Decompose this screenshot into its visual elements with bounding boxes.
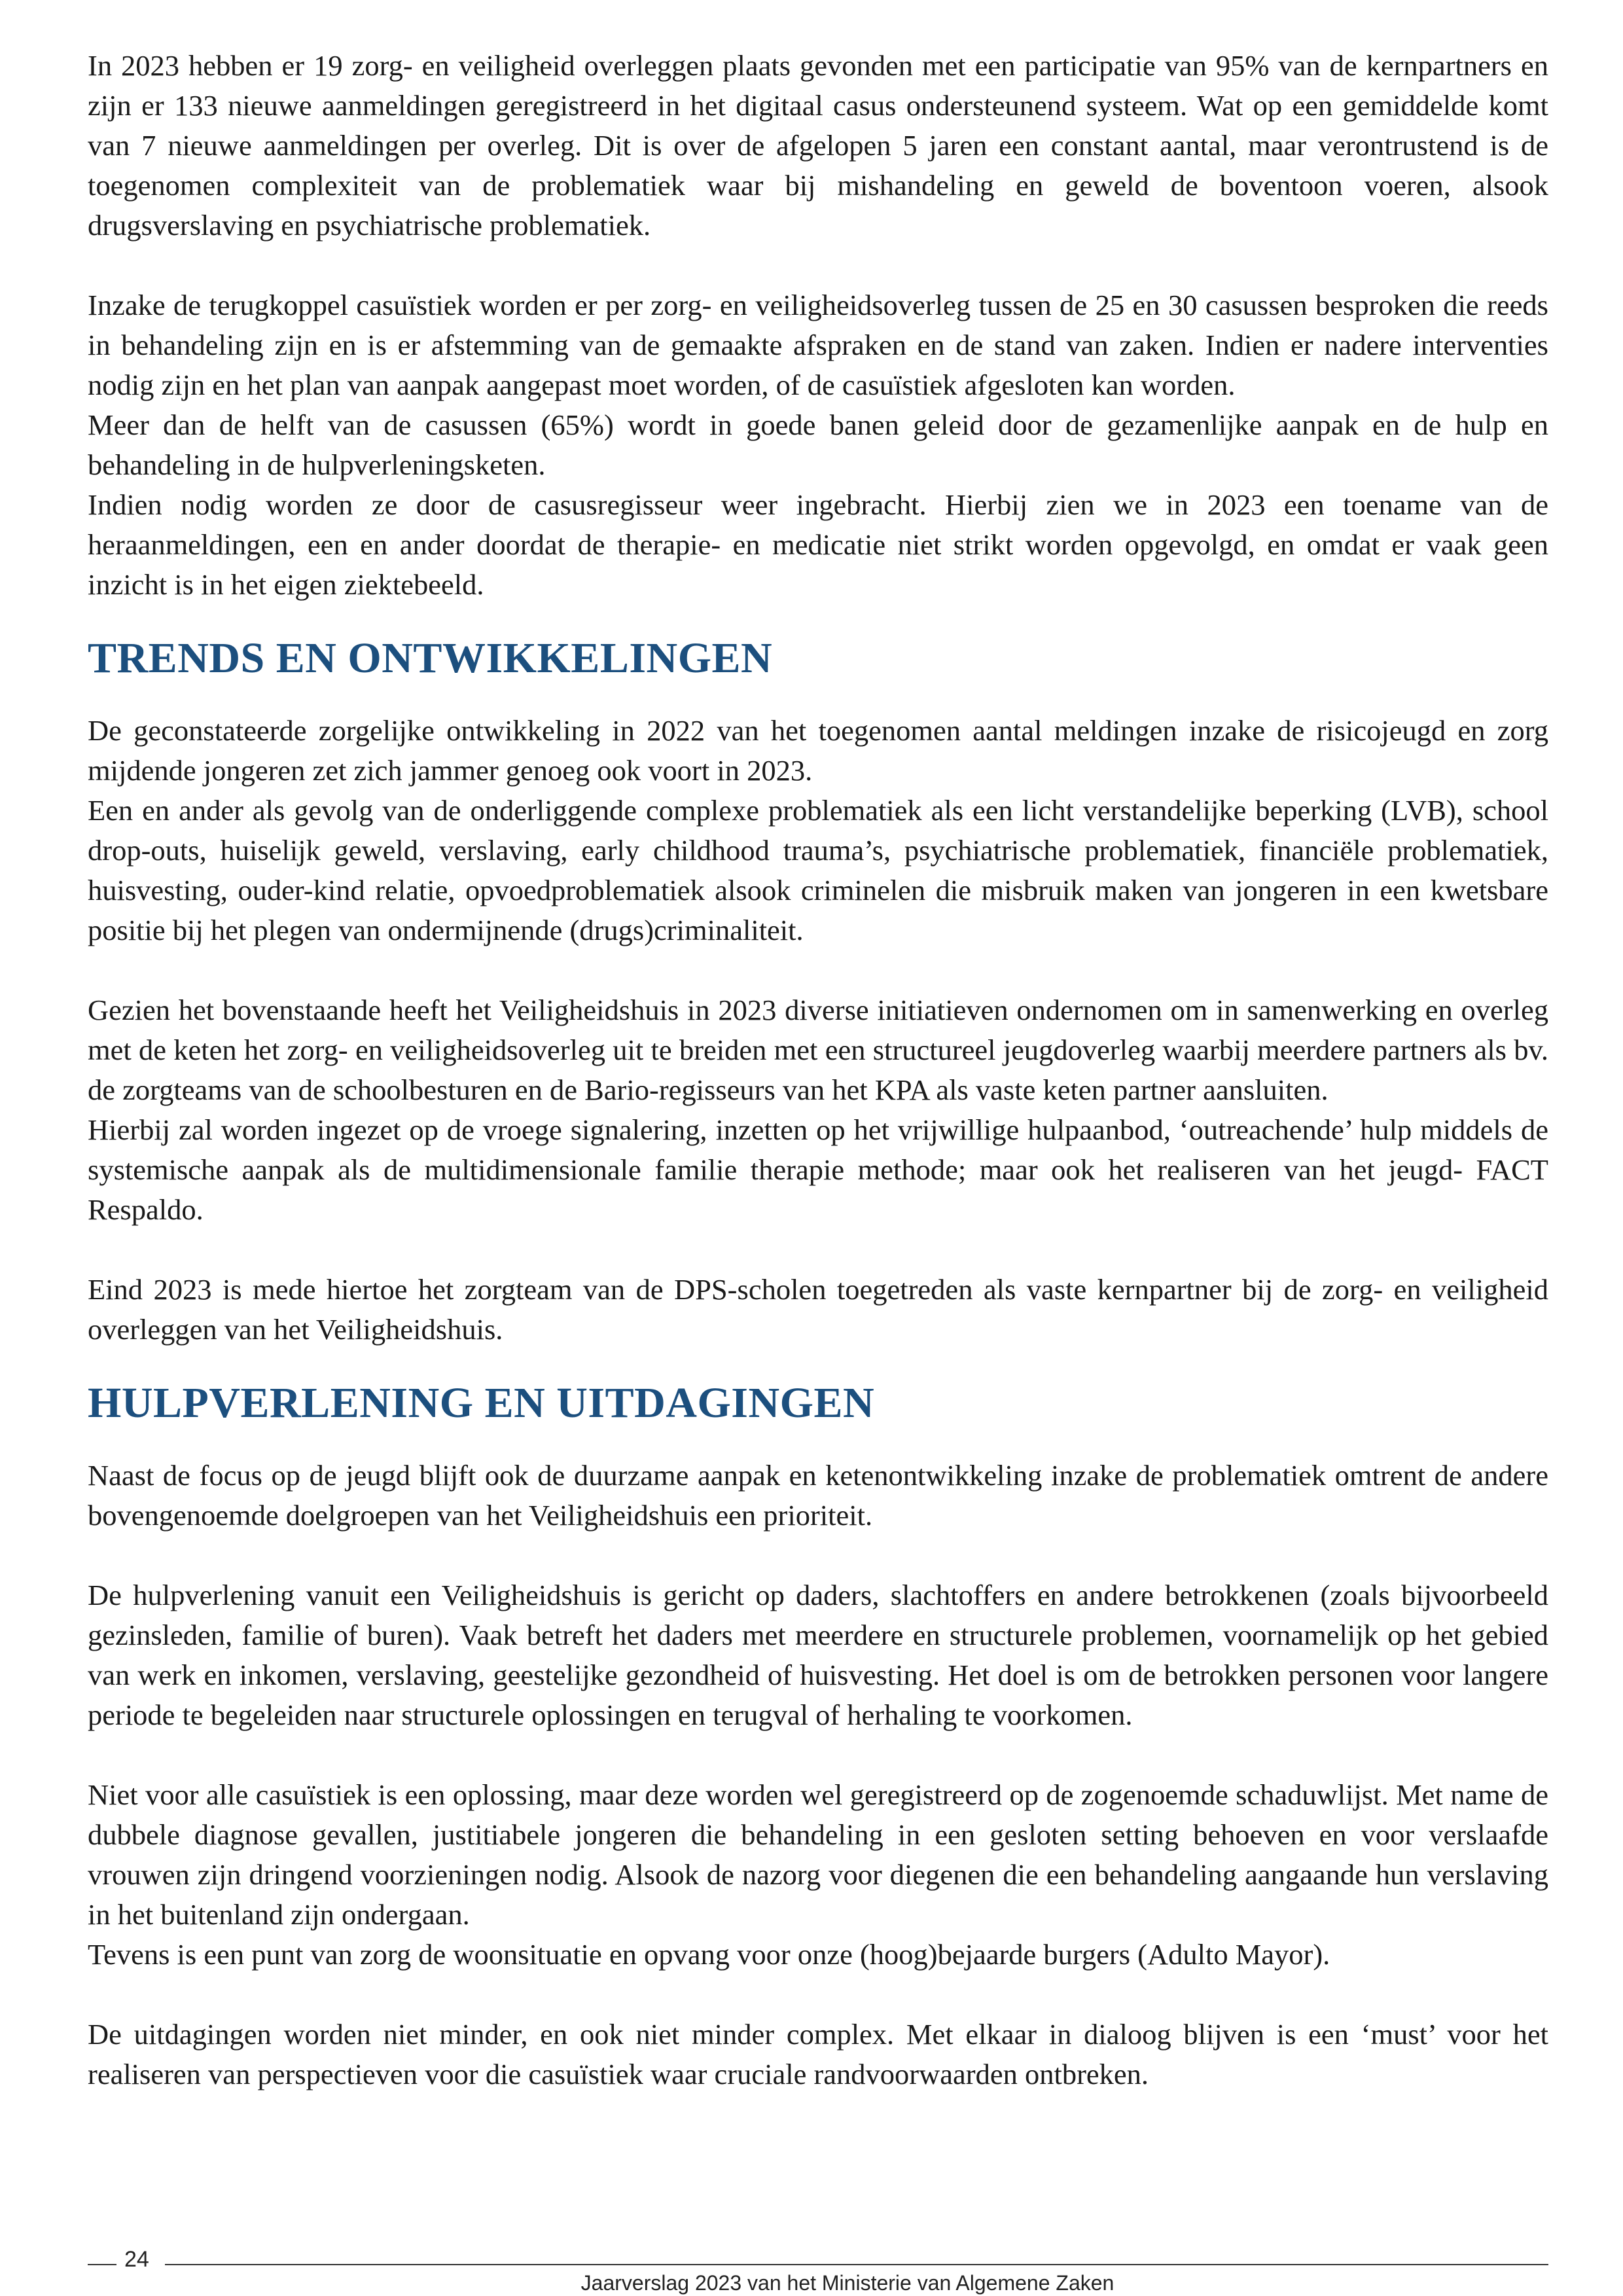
- paragraph-complexe-problematiek: Een en ander als gevolg van de onderliggende complexe problematiek als een licht verstandelijke beperking (LVB), school drop-outs, huiselijk geweld, verslaving, early childhood trauma’s, psychiatrische problematiek, financiële problematiek, huisvesting, ouder-kind relatie, opvoedproblematiek alsook criminelen die misbruik maken van jongeren in een kwetsbare positie bij het plegen van ondermijnende (drugs)criminaliteit.: [88, 794, 1548, 946]
- paragraph-terugkoppel-casuistiek: Inzake de terugkoppel casuïstiek worden er per zorg- en veiligheidsoverleg tussen de 25 en 30 casussen besproken die reeds in behandeling zijn en is er afstemming van de gemaakte afspraken en de stand van zaken. Indien er nadere interventies nodig zijn en het plan van aanpak aangepast moet worden, of de casuïstiek afgesloten kan worden.: [88, 289, 1548, 401]
- paragraph-focus-op-jeugd: Naast de focus op de jeugd blijft ook de duurzame aanpak en ketenontwikkeling inzake de problematiek omtrent de andere bovengenoemde doelgroepen van het Veiligheidshuis een prioriteit.: [88, 1459, 1548, 1532]
- paragraph-heraanmeldingen: Indien nodig worden ze door de casusregisseur weer ingebracht. Hierbij zien we in 2023 een toename van de heraanmeldingen, een en ander doordat de therapie- en medicatie niet strikt worden opgevolgd, en omdat er vaak geen inzicht is in het eigen ziektebeeld.: [88, 488, 1548, 601]
- heading-hulpverlening-en-uitdagingen: HULPVERLENING EN UITDAGINGEN: [88, 1379, 875, 1427]
- page-footer: [88, 2244, 1548, 2295]
- paragraph-casussen-65-procent: Meer dan de helft van de casussen (65%) wordt in goede banen geleid door de gezamenlijke aanpak en de hulp en behandeling in de hulpverleningsketen.: [88, 408, 1548, 481]
- footer-rule: [165, 2264, 1548, 2265]
- paragraph-adulto-mayor: Tevens is een punt van zorg de woonsituatie en opvang voor onze (hoog)bejaarde burgers (Adulto Mayor).: [88, 1938, 1330, 1971]
- paragraph-overleggen-2023: In 2023 hebben er 19 zorg- en veiligheid overleggen plaats gevonden met een participatie van 95% van de kernpartners en zijn er 133 nieuwe aanmeldingen geregistreerd in het digitaal casus ondersteunend systeem. Wat op een gemiddelde komt van 7 nieuwe aanmeldingen per overleg. Dit is over de afgelopen 5 jaren een constant aantal, maar verontrustend is de toegenomen complexiteit van de problematiek waar bij mishandeling en geweld de boventoon voeren, alsook drugsverslaving en psychiatrische problematiek.: [88, 49, 1548, 242]
- paragraph-zorgelijke-ontwikkeling: De geconstateerde zorgelijke ontwikkeling in 2022 van het toegenomen aantal meldingen inzake de risicojeugd en zorg mijdende jongeren zet zich jammer genoeg ook voort in 2023.: [88, 714, 1548, 787]
- paragraph-uitdagingen: De uitdagingen worden niet minder, en ook niet minder complex. Met elkaar in dialoog blijven is een ‘must’ voor het realiseren van perspectieven voor die casuïstiek waar cruciale randvoorwaarden ontbreken.: [88, 2018, 1548, 2090]
- page-content: [88, 46, 1548, 2094]
- paragraph-hulpverlening-daders: De hulpverlening vanuit een Veiligheidshuis is gericht op daders, slachtoffers en andere betrokkenen (zoals bijvoorbeeld gezinsleden, familie of buren). Vaak betreft het daders met meerdere en structurele problemen, voornamelijk op het gebied van werk en inkomen, verslaving, geestelijke gezondheid of huisvesting. Het doel is om de betrokken personen voor langere periode te begeleiden naar structurele oplossingen en terugval of herhaling te voorkomen.: [88, 1579, 1548, 1731]
- footer-document-title: Jaarverslag 2023 van het Ministerie van Algemene Zaken: [580, 2271, 1115, 2295]
- page-number: 24: [124, 2247, 149, 2272]
- paragraph-initiatieven-veiligheidshuis: Gezien het bovenstaande heeft het Veiligheidshuis in 2023 diverse initiatieven ondernomen om in samenwerking en overleg met de keten het zorg- en veiligheidsoverleg uit te breiden met een structureel jeugdoverleg waarbij meerdere partners als bv. de zorgteams van de schoolbesturen en de Bario-regisseurs van het KPA als vaste keten partner aansluiten.: [88, 994, 1548, 1106]
- paragraph-dps-scholen: Eind 2023 is mede hiertoe het zorgteam van de DPS-scholen toegetreden als vaste kernpartner bij de zorg- en veiligheid overleggen van het Veiligheidshuis.: [88, 1273, 1548, 1346]
- heading-trends-en-ontwikkelingen: TRENDS EN ONTWIKKELINGEN: [88, 634, 773, 682]
- footer-dash: [88, 2264, 116, 2265]
- paragraph-schaduwlijst: Niet voor alle casuïstiek is een oplossing, maar deze worden wel geregistreerd op de zogenoemde schaduwlijst. Met name de dubbele diagnose gevallen, justitiabele jongeren die behandeling in een gesloten setting behoeven en voor verslaafde vrouwen zijn dringend voorzieningen nodig. Alsook de nazorg voor diegenen die een behandeling aangaande hun verslaving in het buitenland zijn ondergaan.: [88, 1778, 1548, 1931]
- paragraph-vroege-signalering: Hierbij zal worden ingezet op de vroege signalering, inzetten op het vrijwillige hulpaanbod, ‘outreachende’ hulp middels de systemische aanpak als de multidimensionale familie therapie methode; maar ook het realiseren van het jeugd- FACT Respaldo.: [88, 1113, 1548, 1226]
